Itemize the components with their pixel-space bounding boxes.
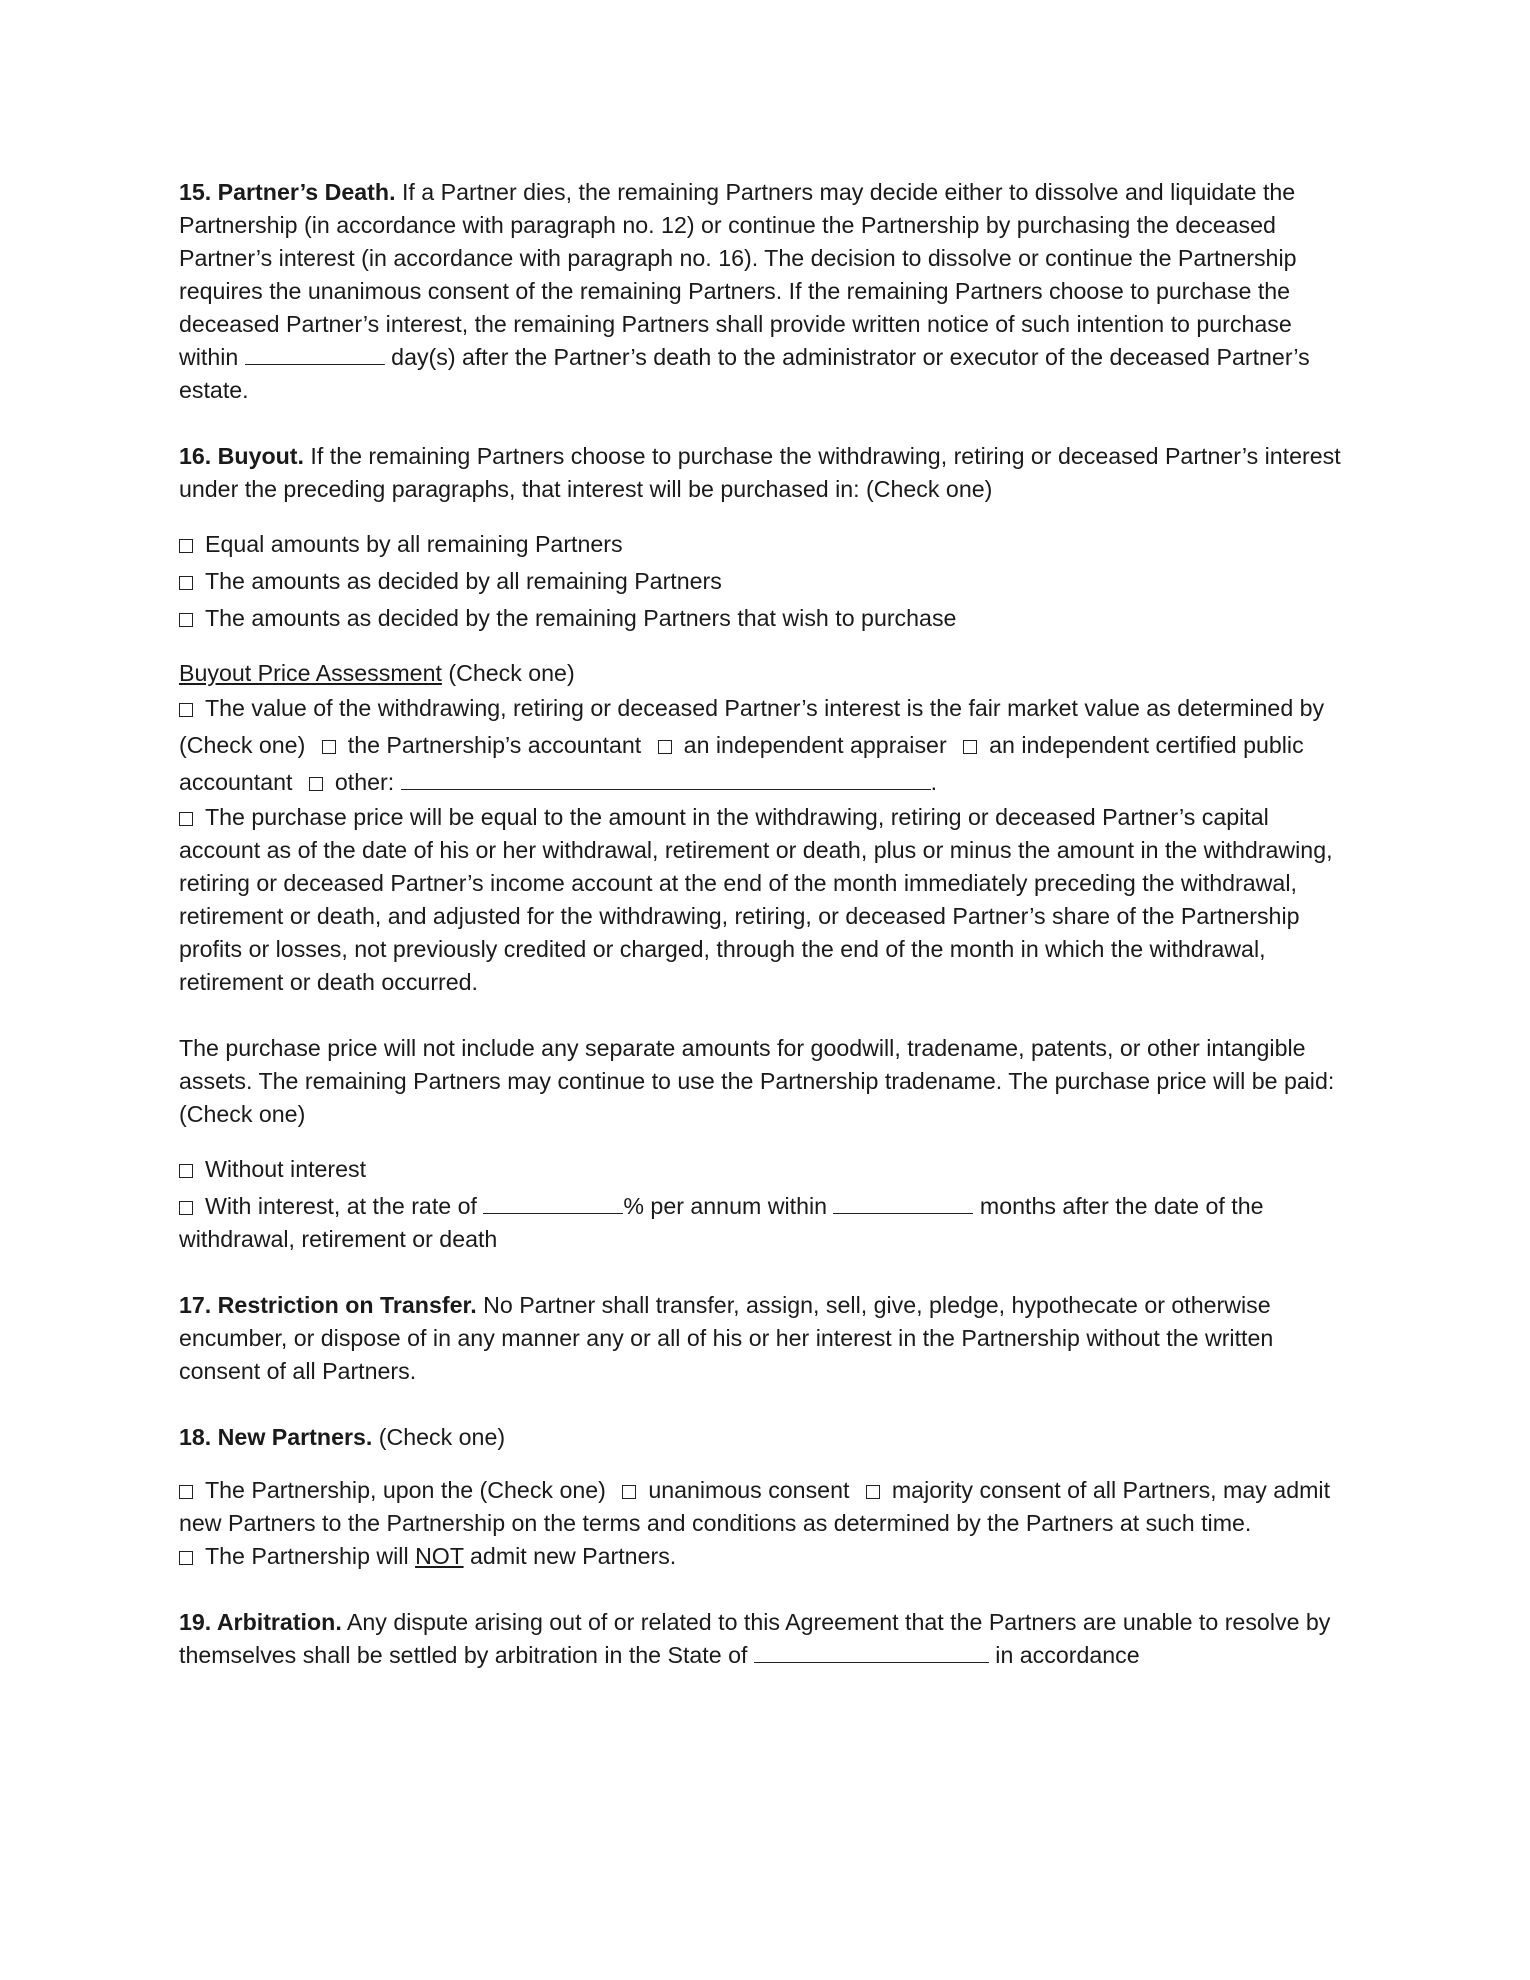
state-blank[interactable] bbox=[754, 1640, 989, 1663]
buyout-option bbox=[179, 600, 1354, 637]
payment-options bbox=[179, 1151, 1354, 1256]
section-15-heading: 15. Partner’s Death. bbox=[179, 179, 396, 205]
checkbox[interactable] bbox=[179, 613, 193, 627]
section-18-check: (Check one) bbox=[372, 1424, 506, 1450]
section-17-heading: 17. Restriction on Transfer. bbox=[179, 1292, 477, 1318]
pay-opt2-b: % per annum within bbox=[623, 1193, 834, 1219]
notice-days-blank[interactable] bbox=[245, 342, 385, 365]
checkbox[interactable] bbox=[179, 1551, 193, 1565]
section-18 bbox=[179, 1421, 1354, 1454]
checkbox[interactable] bbox=[866, 1485, 880, 1499]
s18-opt1-c: majority consent of all Partners, may admit new Partners to the Partnership on the terms and conditions as determined by the Partners at such time. bbox=[179, 1477, 1331, 1536]
capital-text: The purchase price will be equal to the amount in the withdrawing, retiring or deceased Partner’s capital account as of the date of his or her withdrawal, retirement or death, plus or minus the amount in the withdrawing, retiring or deceased Partner’s income account at the end of the month immediately preceding the withdrawal, retirement or death, and adjusted for the withdrawing, retiring, or deceased Partner’s share of the Partnership profits or losses, not previously credited or charged, through the end of the month in which the withdrawal, retirement or death occurred. bbox=[179, 804, 1333, 995]
s18-opt2-not: NOT bbox=[415, 1543, 464, 1569]
section-19 bbox=[179, 1606, 1354, 1672]
section-16 bbox=[179, 440, 1354, 506]
section-18-heading: 18. New Partners. bbox=[179, 1424, 373, 1450]
buyout-option-label: The amounts as decided by all remaining Partners bbox=[205, 568, 722, 594]
fmv-opt-other: other: bbox=[334, 769, 395, 795]
checkbox[interactable] bbox=[658, 740, 672, 754]
section-16-text: If the remaining Partners choose to purchase the withdrawing, retiring or deceased Partner’s interest under the preceding paragraphs, that interest will be purchased in: (Check one) bbox=[179, 443, 1341, 502]
checkbox[interactable] bbox=[179, 539, 193, 553]
s18-opt2-a: The Partnership will bbox=[205, 1543, 416, 1569]
fmv-text: The value of the withdrawing, retiring or deceased Partner’s interest is the fair market value as determined by (Check one) bbox=[179, 695, 1325, 758]
checkbox[interactable] bbox=[179, 812, 193, 826]
s18-opt1-a: The Partnership, upon the (Check one) bbox=[205, 1477, 613, 1503]
payment-option bbox=[179, 1151, 1354, 1188]
checkbox[interactable] bbox=[179, 1201, 193, 1215]
fmv-opt-cpa: an independent certified public accountant bbox=[179, 732, 1304, 795]
capital-option bbox=[179, 801, 1354, 999]
checkbox[interactable] bbox=[322, 740, 336, 754]
buyout-option bbox=[179, 526, 1354, 563]
buyout-option-label: The amounts as decided by the remaining Partners that wish to purchase bbox=[205, 605, 957, 631]
checkbox[interactable] bbox=[179, 703, 193, 717]
other-blank[interactable] bbox=[401, 767, 931, 790]
fmv-opt-accountant: the Partnership’s accountant bbox=[347, 732, 642, 758]
section-17-text: No Partner shall transfer, assign, sell, give, pledge, hypothecate or otherwise encumber, or dispose of in any manner any or all of his or her interest in the Partnership without the written consent of all Partners. bbox=[179, 1292, 1274, 1384]
pay-opt2-a: With interest, at the rate of bbox=[205, 1193, 484, 1219]
checkbox[interactable] bbox=[309, 777, 323, 791]
no-new-partners-option bbox=[179, 1540, 1354, 1573]
section-19-text-a: Any dispute arising out of or related to this Agreement that the Partners are unable to resolve by themselves shall be settled by arbitration in the State of bbox=[179, 1609, 1331, 1668]
checkbox[interactable] bbox=[622, 1485, 636, 1499]
section-15-text-b: day(s) after the Partner’s death to the administrator or executor of the deceased Partner’s estate. bbox=[179, 344, 1310, 403]
s18-opt1-b: unanimous consent bbox=[648, 1477, 850, 1503]
assessment-heading bbox=[179, 657, 1354, 690]
buyout-options bbox=[179, 526, 1354, 637]
assessment-title: Buyout Price Assessment bbox=[179, 660, 442, 686]
s18-opt2-b: admit new Partners. bbox=[463, 1543, 677, 1569]
section-15 bbox=[179, 176, 1354, 407]
new-partners-option bbox=[179, 1474, 1354, 1540]
checkbox[interactable] bbox=[179, 1164, 193, 1178]
interest-rate-blank[interactable] bbox=[483, 1191, 623, 1214]
buyout-option-label: Equal amounts by all remaining Partners bbox=[205, 531, 623, 557]
pay-opt2-c: months after the date of the withdrawal, retirement or death bbox=[179, 1193, 1264, 1252]
months-blank[interactable] bbox=[833, 1191, 973, 1214]
section-17 bbox=[179, 1289, 1354, 1388]
payment-option-label: Without interest bbox=[205, 1156, 367, 1182]
section-16-heading: 16. Buyout. bbox=[179, 443, 304, 469]
fmv-end: . bbox=[930, 769, 938, 795]
fmv-option bbox=[179, 690, 1354, 801]
section-15-text-a: If a Partner dies, the remaining Partners may decide either to dissolve and liquidate the Partnership (in accordance with paragraph no. 12) or continue the Partnership by purchasing the deceased Partner’s interest (in accordance with paragraph no. 16). The decision to dissolve or continue the Partnership requires the unanimous consent of the remaining Partners. If the remaining Partners choose to purchase the deceased Partner’s interest, the remaining Partners shall provide written notice of such intention to purchase within bbox=[179, 179, 1297, 370]
fmv-opt-appraiser: an independent appraiser bbox=[683, 732, 947, 758]
checkbox[interactable] bbox=[179, 1485, 193, 1499]
payment-option bbox=[179, 1190, 1354, 1256]
price-paragraph bbox=[179, 1032, 1354, 1131]
section-19-text-b: in accordance bbox=[988, 1642, 1140, 1668]
section-19-heading: 19. Arbitration. bbox=[179, 1609, 342, 1635]
price-text: The purchase price will not include any separate amounts for goodwill, tradename, patents, or other intangible assets. The remaining Partners may continue to use the Partnership tradename. The purchase price will be paid: (Check one) bbox=[179, 1035, 1335, 1127]
checkbox[interactable] bbox=[963, 740, 977, 754]
document-page bbox=[179, 176, 1354, 1672]
checkbox[interactable] bbox=[179, 576, 193, 590]
assessment-check: (Check one) bbox=[441, 660, 575, 686]
buyout-option bbox=[179, 563, 1354, 600]
